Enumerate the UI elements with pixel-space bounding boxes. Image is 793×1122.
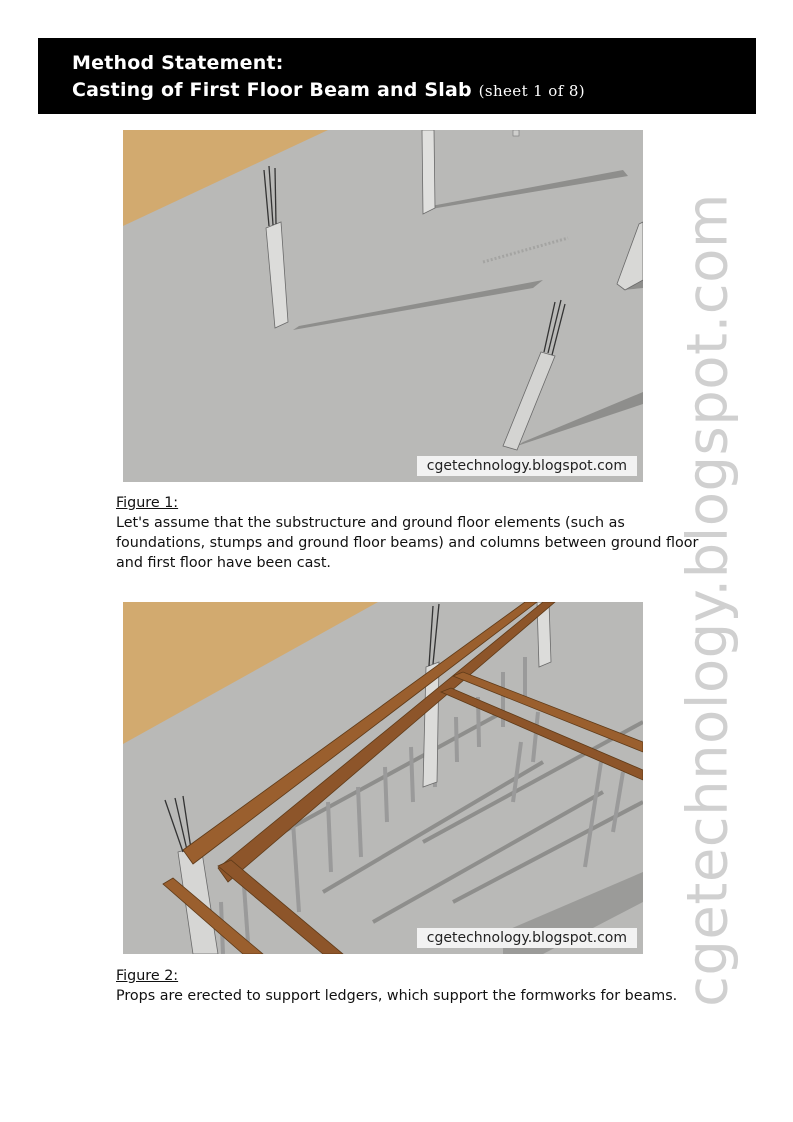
figure-2-watermark-label: cgetechnology.blogspot.com — [417, 928, 637, 948]
figure-2-title: Figure 2: — [116, 968, 179, 984]
figure-2-text: Props are erected to support ledgers, which support the formworks for beams. — [116, 988, 678, 1004]
column-top — [513, 130, 519, 136]
figure-2-image — [123, 602, 643, 954]
side-watermark: cgetechnology.blogspot.com — [675, 193, 741, 1007]
figure-2-caption — [116, 966, 716, 1006]
figure-1-image — [123, 130, 643, 482]
header-title: Casting of First Floor Beam and Slab — [72, 79, 472, 101]
figure-1-watermark-label: cgetechnology.blogspot.com — [417, 456, 637, 476]
figure-1-title: Figure 1: — [116, 495, 179, 511]
page-header — [38, 38, 756, 114]
figure-1-text: Let's assume that the substructure and ground floor elements (such as foundations, stumps and ground floor beams) and columns between ground floor and first floor have been cast. — [116, 515, 699, 571]
header-line-2 — [72, 79, 585, 101]
figure-2-illustration — [123, 602, 643, 954]
figure-1-illustration — [123, 130, 643, 482]
figure-1-caption — [116, 493, 716, 573]
sheet-number: (sheet 1 of 8) — [478, 82, 586, 100]
column — [422, 130, 435, 214]
header-line-1: Method Statement: — [72, 52, 284, 74]
